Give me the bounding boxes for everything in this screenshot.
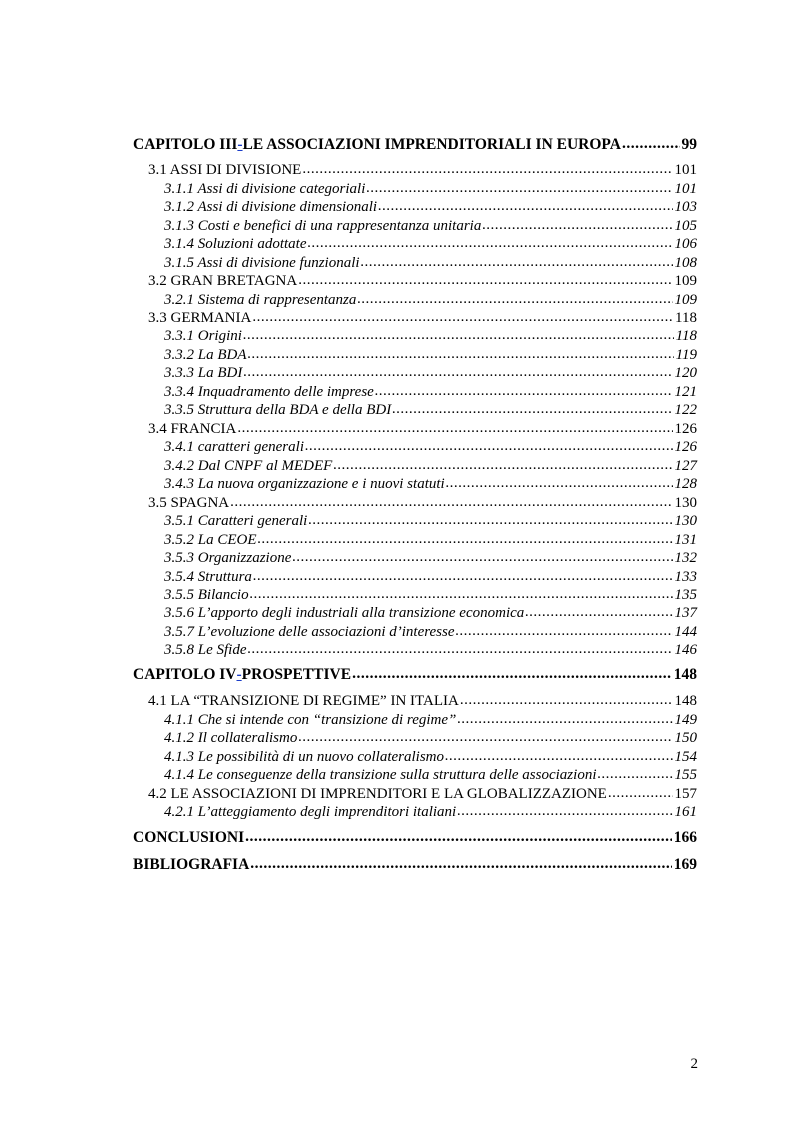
dot-leader: [258, 530, 673, 548]
toc-entry-page: 149: [674, 712, 697, 728]
toc-entry-page: 137: [674, 605, 697, 621]
toc-entry-title: BIBLIOGRAFIA: [133, 856, 250, 873]
toc-entry-page: 121: [674, 384, 697, 400]
toc-entry-title: 3.2.1 Sistema di rappresentanza: [164, 292, 357, 308]
dot-leader: [457, 710, 672, 728]
toc-entry[interactable]: [164, 180, 697, 198]
toc-entry-page: 105: [674, 218, 697, 234]
dot-leader: [446, 474, 673, 492]
toc-entry-page: 126: [674, 439, 697, 455]
toc-entry-page: 146: [674, 642, 697, 658]
toc-entry-title: 3.4.3 La nuova organizzazione e i nuovi statuti: [164, 476, 445, 492]
dot-leader: [622, 135, 680, 153]
dot-leader: [250, 855, 671, 873]
dot-leader: [597, 765, 672, 783]
toc-entry-page: 130: [674, 495, 697, 511]
toc-entry-title: 3.4 FRANCIA: [148, 421, 237, 437]
dot-leader: [298, 271, 672, 289]
dot-leader: [292, 548, 672, 566]
dot-leader: [308, 511, 672, 529]
toc-entry-page: 126: [674, 421, 697, 437]
toc-entry-page: 103: [674, 199, 697, 215]
toc-entry[interactable]: [164, 327, 697, 345]
toc-entry[interactable]: [164, 401, 697, 419]
dot-leader: [230, 493, 672, 511]
toc-entry-title: 3.5.6 L’apporto degli industriali alla transizione economica: [164, 605, 525, 621]
toc-entry-page: 118: [675, 328, 697, 344]
toc-entry-page: 133: [674, 569, 697, 585]
toc-entry[interactable]: [164, 748, 697, 766]
toc-entry[interactable]: [148, 272, 697, 290]
toc-entry-page: 154: [674, 749, 697, 765]
dot-leader: [250, 585, 673, 603]
dot-leader: [333, 456, 672, 474]
toc-entry-page: 99: [681, 136, 697, 153]
toc-entry[interactable]: [164, 531, 697, 549]
toc-entry-title: 3.1.2 Assi di divisione dimensionali: [164, 199, 378, 215]
toc-entry[interactable]: [148, 785, 697, 803]
dot-leader: [445, 747, 673, 765]
dot-leader: [248, 345, 674, 363]
dot-leader: [392, 400, 672, 418]
dot-leader: [456, 622, 673, 640]
dot-leader: [237, 419, 672, 437]
toc-entry-title: 3.3.2 La BDA: [164, 347, 247, 363]
toc-entry-page: 166: [673, 829, 697, 846]
toc-entry-title: CONCLUSIONI: [133, 829, 245, 846]
toc-entry[interactable]: [133, 829, 697, 847]
toc-entry[interactable]: [133, 136, 697, 154]
toc-entry-title: 4.1.1 Che si intende con “transizione di regime”: [164, 712, 457, 728]
toc-entry-title: CAPITOLO IV: [133, 666, 237, 683]
dot-leader: [352, 665, 672, 683]
toc-entry[interactable]: [148, 692, 697, 710]
toc-entry-title: 3.3.4 Inquadramento delle imprese: [164, 384, 374, 400]
toc-entry-title: 3.1.1 Assi di divisione categoriali: [164, 181, 366, 197]
toc-entry-title: 3.5.8 Le Sfide: [164, 642, 247, 658]
toc-entry-page: 148: [674, 693, 697, 709]
dot-leader: [460, 691, 673, 709]
toc-entry-page: 120: [674, 365, 697, 381]
toc-entry-page: 155: [674, 767, 697, 783]
toc-entry-page: 109: [674, 273, 697, 289]
toc-entry[interactable]: [164, 364, 697, 382]
toc-entry[interactable]: [164, 217, 697, 235]
toc-entry-title: 3.5.2 La CEOE: [164, 532, 257, 548]
toc-entry-title: 3.2 GRAN BRETAGNA: [148, 273, 298, 289]
toc-entry[interactable]: [164, 475, 697, 493]
toc-entry-page: 109: [674, 292, 697, 308]
toc-entry-title: 3.5.5 Bilancio: [164, 587, 249, 603]
dot-leader: [361, 253, 673, 271]
toc-entry-title: 3.1 ASSI DI DIVISIONE: [148, 162, 302, 178]
toc-entry-title: 4.2 LE ASSOCIAZIONI DI IMPRENDITORI E LA GLOBALIZZAZIONE: [148, 786, 607, 802]
dot-leader: [253, 567, 673, 585]
dot-leader: [457, 802, 672, 820]
dot-leader: [608, 784, 673, 802]
toc-entry-title: 3.1.5 Assi di divisione funzionali: [164, 255, 360, 271]
page-number: 2: [690, 1056, 698, 1072]
toc-entry-title: 3.5.7 L’evoluzione delle associazioni d’interesse: [164, 624, 455, 640]
toc-entry[interactable]: [164, 803, 697, 821]
toc-entry-title: 3.4.2 Dal CNPF al MEDEF: [164, 458, 333, 474]
toc-entry[interactable]: [164, 235, 697, 253]
toc-entry-page: 119: [675, 347, 697, 363]
toc-entry-title: 4.1.2 Il collateralismo: [164, 730, 298, 746]
toc-entry-page: 169: [673, 856, 697, 873]
toc-entry[interactable]: [148, 420, 697, 438]
toc-entry-title: 3.5.1 Caratteri generali: [164, 513, 308, 529]
toc-entry-page: 148: [673, 666, 697, 683]
toc-entry[interactable]: [164, 568, 697, 586]
dot-leader: [357, 290, 672, 308]
toc-entry-page: 106: [674, 236, 697, 252]
dot-leader: [525, 603, 672, 621]
dot-leader: [305, 437, 673, 455]
toc-entry-page: 108: [674, 255, 697, 271]
toc-entry-page: 118: [675, 310, 697, 326]
toc-entry-page: 130: [674, 513, 697, 529]
toc-entry-title: 3.3.3 La BDI: [164, 365, 243, 381]
dot-leader: [248, 640, 673, 658]
toc-entry[interactable]: [164, 766, 697, 784]
toc-entry-title: 3.1.4 Soluzioni adottate: [164, 236, 307, 252]
toc-entry-page: 128: [674, 476, 697, 492]
toc-entry-page: 135: [674, 587, 697, 603]
toc-entry[interactable]: [164, 641, 697, 659]
toc-entry[interactable]: [164, 586, 697, 604]
dot-leader: [375, 382, 673, 400]
toc-entry-page: 132: [674, 550, 697, 566]
dot-leader: [243, 326, 674, 344]
toc-entry-title: 3.5 SPAGNA: [148, 495, 230, 511]
dot-leader: [366, 179, 672, 197]
toc-entry-page: 144: [674, 624, 697, 640]
toc-entry-page: 101: [674, 162, 697, 178]
toc-entry-page: 150: [674, 730, 697, 746]
toc-entry[interactable]: [164, 604, 697, 622]
dot-leader: [482, 216, 672, 234]
toc-entry-page: 127: [674, 458, 697, 474]
toc-entry[interactable]: [164, 729, 697, 747]
toc-entry[interactable]: [148, 494, 697, 512]
dot-leader: [308, 234, 673, 252]
dot-leader: [245, 828, 672, 846]
toc-entry-title: 3.1.3 Costi e benefici di una rappresentanza unitaria: [164, 218, 482, 234]
toc-entry-subtitle: PROSPETTIVE: [241, 666, 352, 683]
toc-entry-title: 3.3.1 Origini: [164, 328, 242, 344]
toc-entry-separator: -: [236, 666, 242, 683]
toc-entry-title: 4.1.4 Le conseguenze della transizione sulla struttura delle associazioni: [164, 767, 597, 783]
dot-leader: [243, 363, 672, 381]
toc-entry[interactable]: [164, 457, 697, 475]
toc-entry-title: 3.3 GERMANIA: [148, 310, 252, 326]
toc-entry[interactable]: [164, 346, 697, 364]
toc-entry[interactable]: [164, 383, 697, 401]
toc-entry-title: 3.5.3 Organizzazione: [164, 550, 292, 566]
toc-entry-title: CAPITOLO III: [133, 136, 238, 153]
dot-leader: [252, 308, 673, 326]
toc-entry-page: 161: [674, 804, 697, 820]
toc-entry-page: 122: [674, 402, 697, 418]
toc-entry[interactable]: [133, 856, 697, 874]
toc-entry[interactable]: [164, 549, 697, 567]
toc-entry[interactable]: [164, 438, 697, 456]
toc-entry-title: 4.1 LA “TRANSIZIONE DI REGIME” IN ITALIA: [148, 693, 459, 709]
toc-entry-page: 131: [674, 532, 697, 548]
toc-entry[interactable]: [148, 309, 697, 327]
dot-leader: [378, 197, 672, 215]
toc-entry-page: 101: [674, 181, 697, 197]
toc-entry[interactable]: [133, 666, 697, 684]
toc-entry[interactable]: [164, 198, 697, 216]
dot-leader: [298, 728, 672, 746]
toc-entry[interactable]: [164, 512, 697, 530]
toc-entry-title: 3.5.4 Struttura: [164, 569, 252, 585]
toc-entry[interactable]: [164, 623, 697, 641]
toc-entry-subtitle: LE ASSOCIAZIONI IMPRENDITORIALI IN EUROPA: [242, 136, 621, 153]
toc-entry[interactable]: [148, 161, 697, 179]
toc-entry[interactable]: [164, 711, 697, 729]
toc-entry-title: 3.3.5 Struttura della BDA e della BDI: [164, 402, 392, 418]
toc-entry-page: 157: [674, 786, 697, 802]
toc-entry-separator: -: [237, 136, 243, 153]
toc-entry[interactable]: [164, 291, 697, 309]
toc-entry-title: 4.2.1 L’atteggiamento degli imprenditori italiani: [164, 804, 457, 820]
toc-entry-title: 4.1.3 Le possibilità di un nuovo collateralismo: [164, 749, 444, 765]
toc-entry[interactable]: [164, 254, 697, 272]
toc-entry-title: 3.4.1 caratteri generali: [164, 439, 304, 455]
dot-leader: [302, 160, 672, 178]
